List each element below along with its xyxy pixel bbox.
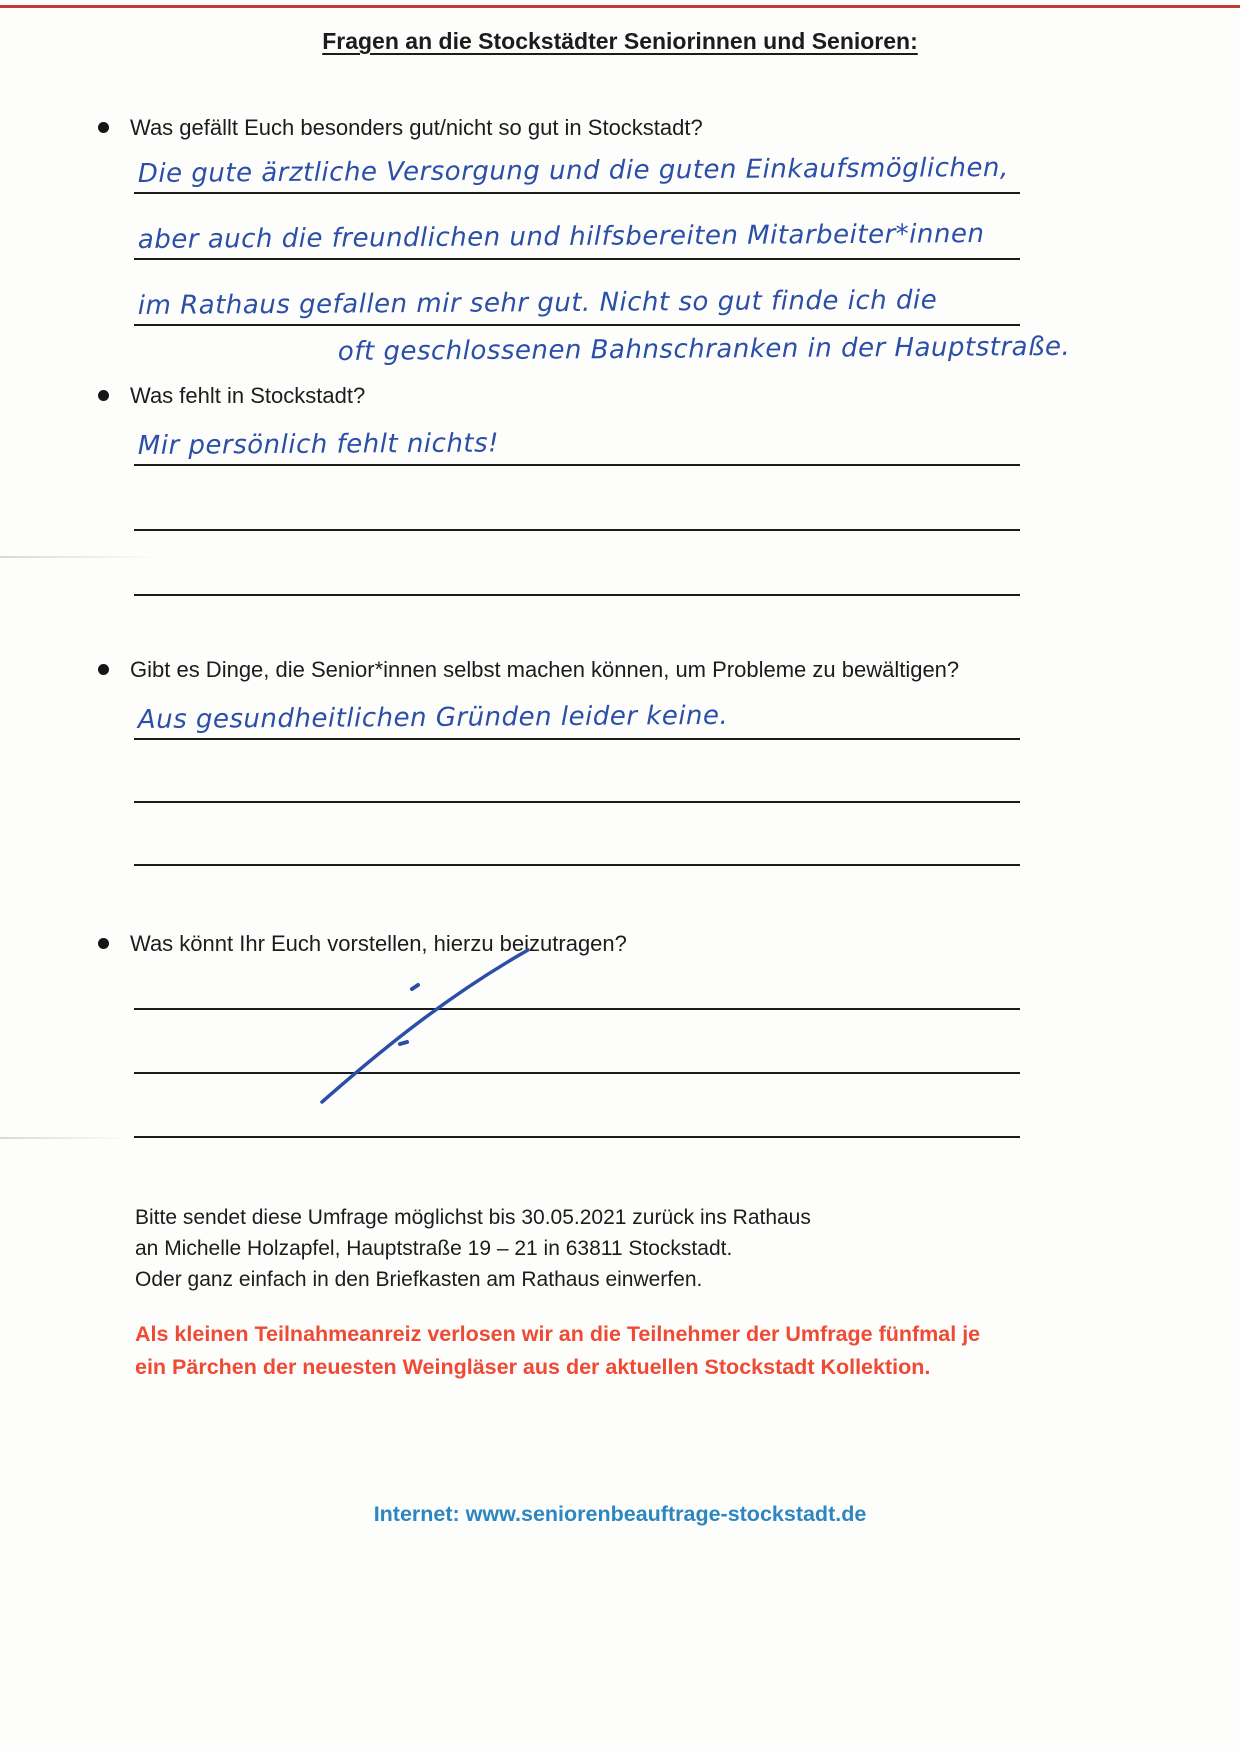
instruction-line: Bitte sendet diese Umfrage möglichst bis 30.05.2021 zurück ins Rathaus <box>135 1206 811 1229</box>
handwritten-answer <box>134 798 138 801</box>
handwritten-answer <box>134 1133 138 1136</box>
answer-rule-line <box>134 194 1020 260</box>
instruction-line: Oder ganz einfach in den Briefkasten am Rathaus einwerfen. <box>135 1268 703 1291</box>
question-block-2 <box>98 382 1098 596</box>
answer-overflow-line <box>134 326 1098 370</box>
answer-area <box>134 410 1098 596</box>
question-block-4 <box>98 930 1098 1138</box>
answer-rule-line <box>134 531 1020 596</box>
incentive-line: ein Pärchen der neuesten Weingläser aus der aktuellen Stockstadt Kollektion. <box>135 1355 931 1379</box>
answer-rule-line <box>134 958 1020 1010</box>
answer-rule-line <box>134 260 1020 326</box>
handwritten-answer <box>134 526 138 529</box>
answer-rule-line <box>134 740 1020 803</box>
bullet-icon <box>98 122 109 133</box>
answer-area <box>134 684 1098 866</box>
question-label: Gibt es Dinge, die Senior*innen selbst machen können, um Probleme zu bewältigen? <box>130 657 960 682</box>
bullet-icon <box>98 938 109 949</box>
instruction-line: an Michelle Holzapfel, Hauptstraße 19 – 21 in 63811 Stockstadt. <box>135 1237 733 1260</box>
handwritten-answer <box>134 1005 138 1008</box>
question-block-3 <box>98 656 1098 866</box>
scan-artifact <box>0 1137 130 1139</box>
answer-rule-line <box>134 410 1020 466</box>
answer-rule-line <box>134 1074 1020 1138</box>
scan-top-red-line <box>0 5 1240 8</box>
return-instructions <box>135 1202 811 1295</box>
handwritten-answer <box>134 861 138 864</box>
answer-rule-line <box>134 466 1020 531</box>
answer-rule-line <box>134 684 1020 740</box>
website-address: Internet: www.seniorenbeauftrage-stockstadt.de <box>373 1502 867 1526</box>
incentive-notice <box>135 1318 1100 1384</box>
handwritten-answer: oft geschlossenen Bahnschranken in der Hauptstraße. <box>337 331 1071 367</box>
question-label: Was fehlt in Stockstadt? <box>130 383 366 408</box>
page-title: Fragen an die Stockstädter Seniorinnen und Senioren: <box>322 28 918 54</box>
handwritten-answer: Mir persönlich fehlt nichts! <box>137 428 500 461</box>
answer-area <box>134 958 1098 1138</box>
handwritten-answer: Die gute ärztliche Versorgung und die guten Einkaufsmöglichen, <box>137 152 1009 189</box>
answer-rule-line <box>134 142 1020 194</box>
question-block-1 <box>98 114 1098 370</box>
handwritten-answer: Aus gesundheitlichen Gründen leider keine. <box>137 700 729 735</box>
handwritten-slash-mark <box>300 942 560 1112</box>
answer-area <box>134 142 1098 370</box>
incentive-line: Als kleinen Teilnahmeanreiz verlosen wir an die Teilnehmer der Umfrage fünfmal je <box>135 1322 981 1346</box>
bullet-icon <box>98 390 109 401</box>
answer-rule-line <box>134 803 1020 866</box>
question-label: Was könnt Ihr Euch vorstellen, hierzu beizutragen? <box>130 931 627 956</box>
handwritten-answer: im Rathaus gefallen mir sehr gut. Nicht so gut finde ich die <box>137 285 938 321</box>
handwritten-answer <box>134 591 138 594</box>
answer-rule-line <box>134 1010 1020 1074</box>
question-label: Was gefällt Euch besonders gut/nicht so gut in Stockstadt? <box>130 115 703 140</box>
handwritten-answer: aber auch die freundlichen und hilfsbereiten Mitarbeiter*innen <box>137 219 985 255</box>
handwritten-answer <box>134 1069 138 1072</box>
bullet-icon <box>98 664 109 675</box>
scan-artifact <box>0 556 160 558</box>
